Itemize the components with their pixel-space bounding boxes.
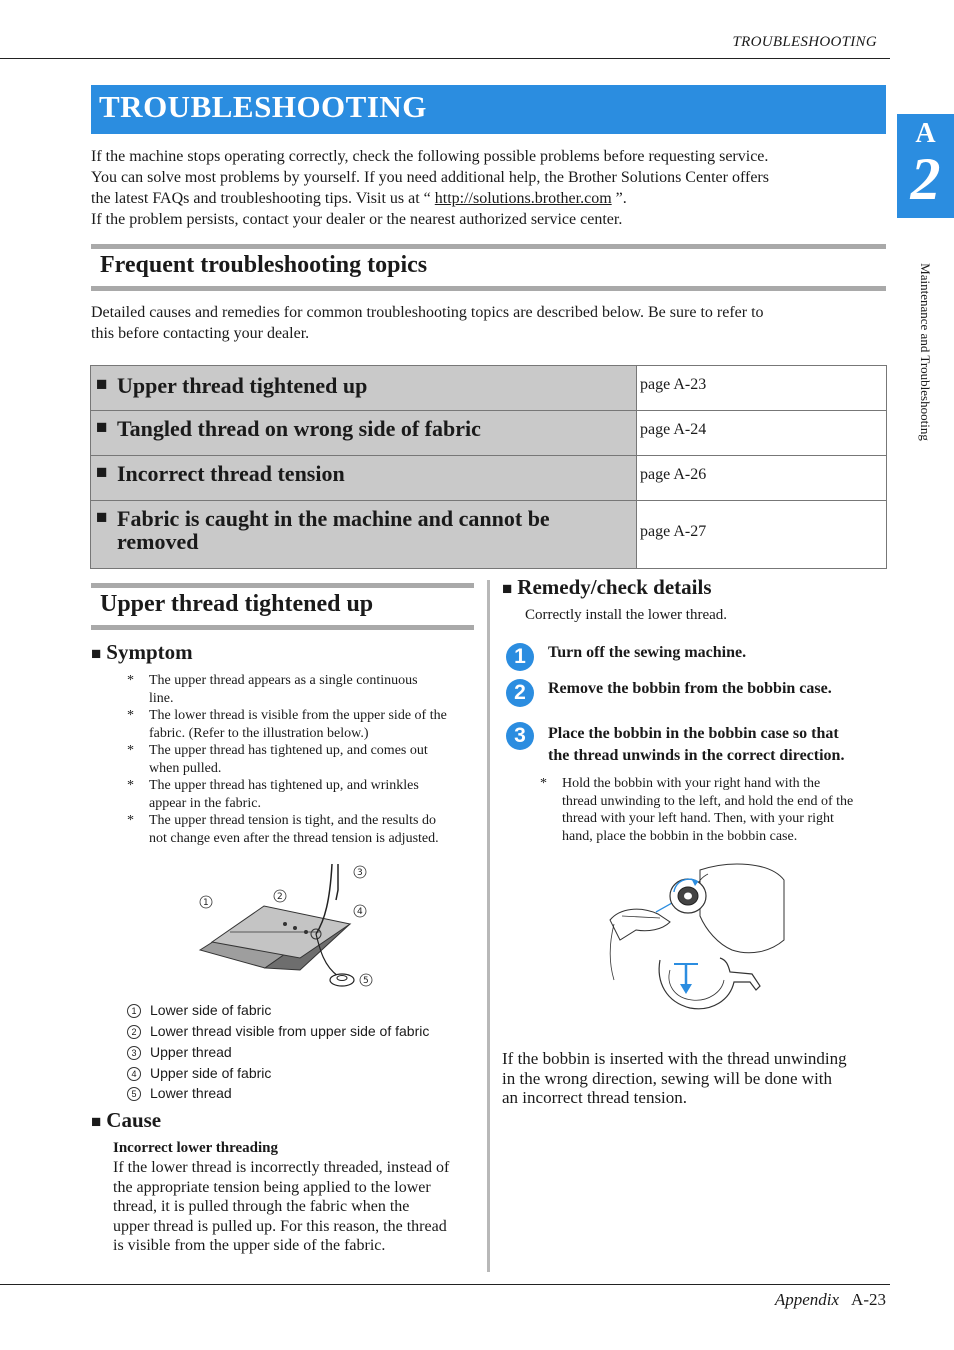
intro-text: the latest FAQs and troubleshooting tips. Visit us at “ [91, 190, 435, 207]
square-bullet-icon: ■ [91, 644, 102, 663]
legend-text: Lower side of fabric [150, 1002, 272, 1018]
list-line: when pulled. [149, 760, 222, 776]
intro-paragraph [91, 146, 886, 230]
topic-cell [91, 366, 637, 410]
asterisk-bullet: * [127, 743, 134, 758]
needle [336, 864, 338, 900]
legend-number: 1 [127, 1004, 141, 1018]
legend-number: 5 [127, 1087, 141, 1101]
symptom-heading [91, 640, 193, 665]
legend-number: 3 [127, 1046, 141, 1060]
cause-subheading: Incorrect lower threading [113, 1140, 278, 1156]
topic-cell [91, 411, 637, 455]
page-footer [775, 1290, 886, 1310]
legend-item [127, 1044, 232, 1060]
topic-label: Fabric is caught in the machine and cannot be removed [117, 506, 550, 554]
closing-line: in the wrong direction, sewing will be done with [502, 1068, 833, 1088]
intro-line: If the problem persists, contact your dealer or the nearest authorized service center. [91, 211, 623, 228]
topic-page-ref[interactable]: page A-27 [640, 523, 707, 540]
symptom-heading-label: Symptom [106, 640, 193, 664]
description-line: this before contacting your dealer. [91, 325, 310, 342]
intro-line: You can solve most problems by yourself. If you need additional help, the Brother Solutions Center offers [91, 169, 769, 186]
step-line: Remove the bobbin from the bobbin case. [548, 680, 832, 697]
left-hand-icon [610, 909, 670, 940]
step-number-badge: 2 [506, 679, 534, 707]
topic-page-ref[interactable]: page A-26 [640, 466, 707, 483]
legend-text: Lower thread [150, 1085, 232, 1101]
topic-page-ref[interactable]: page A-23 [640, 376, 707, 393]
top-rule [0, 58, 890, 59]
page-number: A-23 [851, 1290, 886, 1309]
right-hand-icon [700, 864, 784, 953]
support-link[interactable]: http://solutions.brother.com [434, 190, 612, 207]
table-row[interactable] [91, 411, 886, 456]
chapter-number: 2 [910, 146, 941, 212]
topic-label: Incorrect thread tension [117, 461, 345, 486]
column-divider [487, 580, 490, 1272]
cause-line: If the lower thread is incorrectly threaded, instead of [113, 1159, 450, 1176]
cause-heading [91, 1108, 161, 1133]
stitch-dot [283, 922, 287, 926]
step-line: Turn off the sewing machine. [548, 644, 747, 661]
square-bullet-icon: ■ [502, 579, 513, 598]
chapter-tab [897, 114, 954, 218]
note-line: hand, place the bobbin in the bobbin case. [562, 828, 798, 844]
symptom-list [127, 672, 487, 852]
step-text [548, 678, 893, 700]
legend-item [127, 1065, 271, 1081]
square-bullet-icon: ■ [96, 507, 108, 528]
svg-text:2: 2 [277, 892, 283, 902]
frequent-topics-description [91, 302, 886, 344]
bottom-rule [0, 1284, 890, 1285]
legend-number: 2 [127, 1025, 141, 1039]
legend-item [127, 1023, 429, 1039]
page-title: TROUBLESHOOTING [99, 89, 427, 124]
cause-heading-label: Cause [106, 1108, 162, 1132]
intro-line [91, 188, 886, 209]
section-heading-label: Upper thread tightened up [100, 591, 374, 617]
svg-text:3: 3 [357, 868, 363, 878]
asterisk-bullet: * [127, 813, 134, 828]
list-line: The upper thread has tightened up, and comes out [149, 743, 428, 758]
description-line: Detailed causes and remedies for common troubleshooting topics are described below. Be sure to refer to [91, 304, 764, 321]
asterisk-bullet: * [540, 776, 547, 791]
cause-paragraph [113, 1158, 483, 1256]
step-number-badge: 3 [506, 722, 534, 750]
asterisk-bullet: * [127, 778, 134, 793]
step-number-badge: 1 [506, 643, 534, 671]
stitch-dot [304, 930, 308, 934]
topic-cell [91, 501, 637, 568]
square-bullet-icon: ■ [91, 1112, 102, 1131]
legend-text: Upper thread [150, 1044, 232, 1060]
svg-text:5: 5 [363, 976, 369, 986]
step-line: the thread unwinds in the correct direction. [548, 747, 845, 764]
svg-text:4: 4 [357, 907, 363, 917]
upper-thread-heading [91, 583, 474, 630]
note-line: thread with your left hand. Then, with your right [562, 811, 834, 826]
running-head: TROUBLESHOOTING [732, 34, 877, 50]
note-line: Hold the bobbin with your right hand with the [562, 776, 821, 791]
intro-text: ”. [611, 190, 627, 207]
closing-line: an incorrect thread tension. [502, 1088, 688, 1107]
closing-line: If the bobbin is inserted with the thread unwinding [502, 1049, 847, 1068]
step-text [548, 723, 893, 767]
list-line: fabric. (Refer to the illustration below.) [149, 725, 369, 741]
note-line: thread unwinding to the left, and hold the end of the [562, 793, 854, 809]
section-heading-label: Frequent troubleshooting topics [100, 252, 428, 278]
square-bullet-icon: ■ [96, 374, 108, 395]
list-line: The upper thread tension is tight, and the results do [149, 813, 436, 828]
topic-label: Tangled thread on wrong side of fabric [117, 416, 481, 441]
legend-number: 4 [127, 1067, 141, 1081]
cause-line: the appropriate tension being applied to the lower [113, 1178, 431, 1196]
table-row[interactable] [91, 366, 886, 411]
intro-line: If the machine stops operating correctly, check the following possible problems before requesting service. [91, 148, 769, 165]
list-line: line. [149, 690, 174, 706]
list-line: The lower thread is visible from the upper side of the [149, 708, 447, 723]
svg-text:1: 1 [203, 898, 209, 908]
legend-item [127, 1002, 271, 1018]
legend-text: Upper side of fabric [150, 1065, 272, 1081]
chapter-letter: A [915, 118, 936, 149]
fabric-thread-illustration [190, 860, 380, 1000]
remedy-heading-label: Remedy/check details [517, 575, 712, 599]
footer-section: Appendix [774, 1290, 840, 1309]
list-line: The upper thread appears as a single continuous [149, 673, 418, 688]
list-line: not change even after the thread tension is adjusted. [149, 830, 439, 846]
frequent-topics-heading [91, 244, 886, 291]
closing-paragraph [502, 1049, 892, 1108]
topic-page-ref[interactable]: page A-24 [640, 421, 707, 438]
stitch-dot [293, 926, 297, 930]
step-line: Place the bobbin in the bobbin case so that [548, 725, 839, 742]
table-row[interactable] [91, 456, 886, 501]
topic-cell [91, 456, 637, 500]
legend-item [127, 1085, 232, 1101]
topic-label: Upper thread tightened up [117, 373, 368, 398]
bobbin-case-icon [659, 958, 760, 1009]
square-bullet-icon: ■ [96, 462, 108, 483]
list-line: appear in the fabric. [149, 795, 261, 811]
cause-line: upper thread is pulled up. For this reason, the thread [113, 1217, 447, 1235]
cause-line: is visible from the upper side of the fabric. [113, 1237, 386, 1254]
asterisk-bullet: * [127, 708, 134, 723]
topics-table [90, 365, 887, 569]
square-bullet-icon: ■ [96, 417, 108, 438]
legend-text: Lower thread visible from upper side of fabric [150, 1023, 430, 1039]
step-text [548, 642, 893, 664]
step-note [540, 775, 890, 847]
table-row[interactable] [91, 501, 886, 568]
list-line: The upper thread has tightened up, and wrinkles [149, 778, 419, 793]
bobbin-insertion-illustration [600, 860, 790, 1020]
cause-line: thread, it is pulled through the fabric when the [113, 1198, 410, 1215]
chapter-caption: Maintenance and Troubleshooting [918, 263, 933, 441]
title-banner [91, 85, 886, 134]
remedy-heading [502, 575, 712, 600]
remedy-intro: Correctly install the lower thread. [525, 607, 728, 623]
asterisk-bullet: * [127, 673, 134, 688]
